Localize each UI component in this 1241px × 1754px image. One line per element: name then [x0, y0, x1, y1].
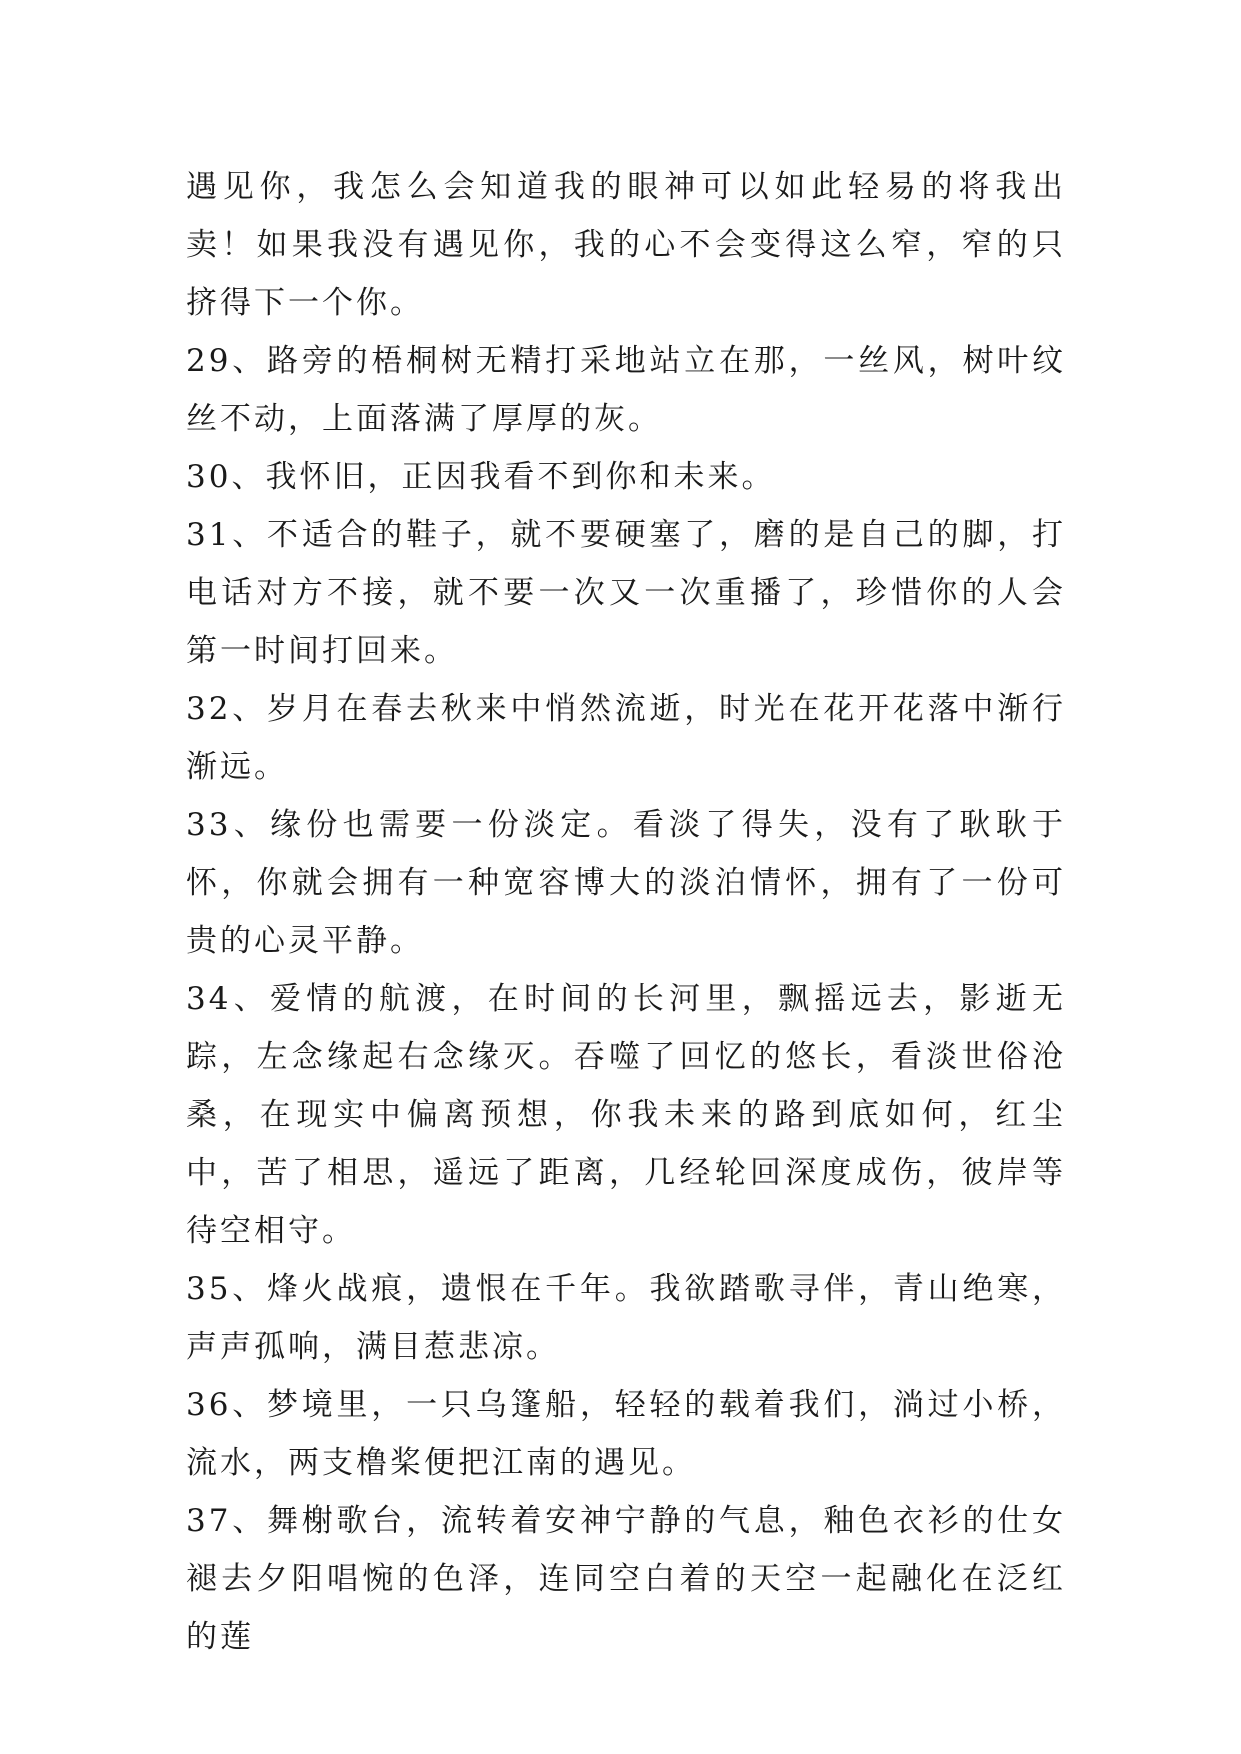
- paragraph-36: 36、梦境里，一只乌篷船，轻轻的载着我们，淌过小桥，流水，两支橹桨便把江南的遇见。: [186, 1387, 1066, 1481]
- paragraph-continuation: 遇见你，我怎么会知道我的眼神可以如此轻易的将我出卖！如果我没有遇见你，我的心不会变得这么窄，窄的只挤得下一个你。: [186, 169, 1066, 321]
- paragraph-35: 35、烽火战痕，遗恨在千年。我欲踏歌寻伴，青山绝寒，声声孤响，满目惹悲凉。: [186, 1271, 1066, 1365]
- paragraph-31: 31、不适合的鞋子，就不要硬塞了，磨的是自己的脚，打电话对方不接，就不要一次又一次重播了，珍惜你的人会第一时间打回来。: [186, 517, 1066, 669]
- paragraph-32: 32、岁月在春去秋来中悄然流逝，时光在花开花落中渐行渐远。: [186, 691, 1066, 785]
- paragraph-34: 34、爱情的航渡，在时间的长河里，飘摇远去，影逝无踪，左念缘起右念缘灭。吞噬了回忆的悠长，看淡世俗沧桑，在现实中偏离预想，你我未来的路到底如何，红尘中，苦了相思，遥远了距离，几经轮回深度成伤，彼岸等待空相守。: [186, 981, 1066, 1249]
- document-body: [186, 158, 1066, 1666]
- paragraph-30: 30、我怀旧，正因我看不到你和未来。: [186, 459, 776, 495]
- paragraph-29: 29、路旁的梧桐树无精打采地站立在那，一丝风，树叶纹丝不动，上面落满了厚厚的灰。: [186, 343, 1066, 437]
- paragraph-33: 33、缘份也需要一份淡定。看淡了得失，没有了耿耿于怀，你就会拥有一种宽容博大的淡泊情怀，拥有了一份可贵的心灵平静。: [186, 807, 1066, 959]
- paragraph-37: 37、舞榭歌台，流转着安神宁静的气息，釉色衣衫的仕女褪去夕阳唱惋的色泽，连同空白着的天空一起融化在泛红的莲: [186, 1503, 1066, 1655]
